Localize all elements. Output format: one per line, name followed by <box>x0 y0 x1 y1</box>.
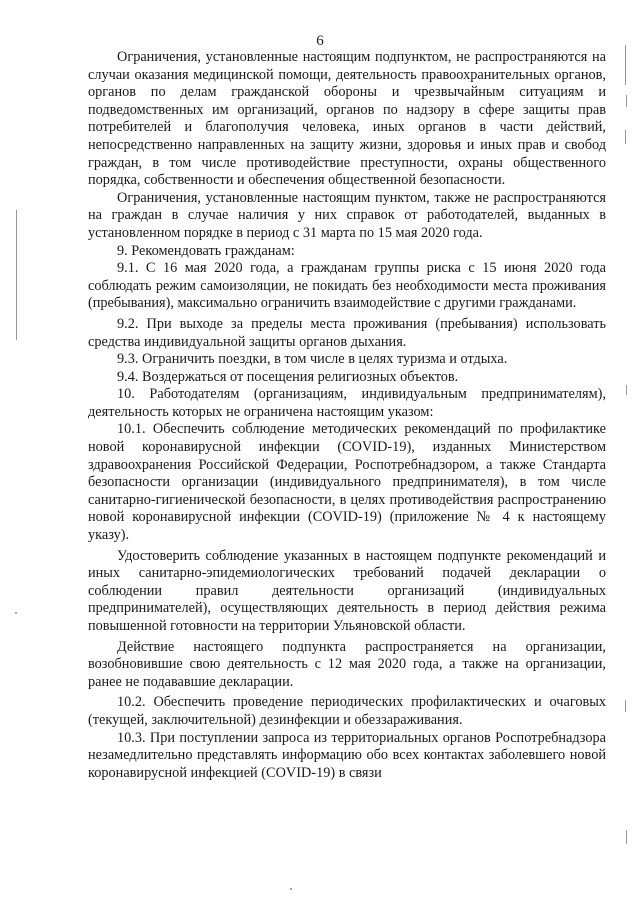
paragraph: Ограничения, установленные настоящим пунктом, также не распространяются на граждан в случае наличия у них справок от работодателей, выданных в установленном порядке в период с 31 марта по 15 мая 2020 года. <box>88 189 606 241</box>
paragraph: 10.2. Обеспечить проведение периодических профилактических и очаговых (текущей, заключительной) дезинфекции и обеззараживания. <box>88 694 606 728</box>
scan-speck <box>290 888 292 890</box>
page-number: 6 <box>316 33 324 49</box>
scan-edge-mark <box>16 210 17 340</box>
scan-edge-mark <box>625 45 626 85</box>
document-body <box>88 49 606 782</box>
paragraph: 9.1. С 16 мая 2020 года, а гражданам группы риска с 15 июня 2020 года соблюдать режим самоизоляции, не покидать без необходимости места проживания (пребывания), максимально ограничить взаимодействие с другими гражданами. <box>88 260 606 312</box>
scan-edge-mark <box>626 385 627 395</box>
paragraph: 10. Работодателям (организациям, индивидуальным предпринимателям), деятельность которых не ограничена настоящим указом: <box>88 386 606 420</box>
paragraph: 9. Рекомендовать гражданам: <box>117 242 295 259</box>
scan-speck <box>15 612 17 614</box>
paragraph: 10.1. Обеспечить соблюдение методических рекомендаций по профилактике новой коронавирусной инфекции (COVID-19), изданных Министерством здравоохранения Российской Федерации, Роспотребнадзором, а также Стандарта безопасности организации (индивидуального предпринимателя), в том числе санитарно-гигиенической безопасности, в целях противодействия распространению новой коронавирусной инфекции (COVID-19) (приложение № 4 к настоящему указу). <box>88 421 606 544</box>
paragraph: 10.3. При поступлении запроса из территориальных органов Роспотребнадзора незамедлительно представлять информацию обо всех контактах заболевшего новой коронавирусной инфекцией (COVID-19) в связи <box>88 729 606 781</box>
scan-edge-mark <box>625 130 626 144</box>
paragraph: Действие настоящего подпункта распространяется на организации, возобновившие свою деятельность с 12 мая 2020 года, а также на организации, ранее не подававшие декларации. <box>88 638 606 690</box>
paragraph: 9.4. Воздержаться от посещения религиозных объектов. <box>117 368 459 385</box>
paragraph: 9.3. Ограничить поездки, в том числе в целях туризма и отдыха. <box>117 351 508 368</box>
scan-edge-mark <box>626 95 627 107</box>
scan-edge-mark <box>625 700 626 712</box>
paragraph: Ограничения, установленные настоящим подпунктом, не распространяются на случаи оказания медицинской помощи, деятельность правоохранительных органов, органов по делам гражданской обороны и чрезвычайным ситуациям и подведомственных им организаций, органов по надзору в сфере защиты прав потребителей и благополучия человека, иных органов в части действий, непосредственно направленных на защиту жизни, здоровья и иных прав и свобод граждан, в том числе противодействие преступности, охраны общественного порядка, собственности и обеспечения общественной безопасности. <box>88 49 606 189</box>
paragraph: Удостоверить соблюдение указанных в настоящем подпункте рекомендаций и иных санитарно-эпидемиологических требований подачей декларации о соблюдении правил деятельности организаций (индивидуальных предпринимателей), осуществляющих деятельность в период действия режима повышенной готовности на территории Ульяновской области. <box>88 547 606 634</box>
scan-edge-mark <box>626 830 627 844</box>
paragraph: 9.2. При выходе за пределы места проживания (пребывания) использовать средства индивидуальной защиты органов дыхания. <box>88 315 606 350</box>
